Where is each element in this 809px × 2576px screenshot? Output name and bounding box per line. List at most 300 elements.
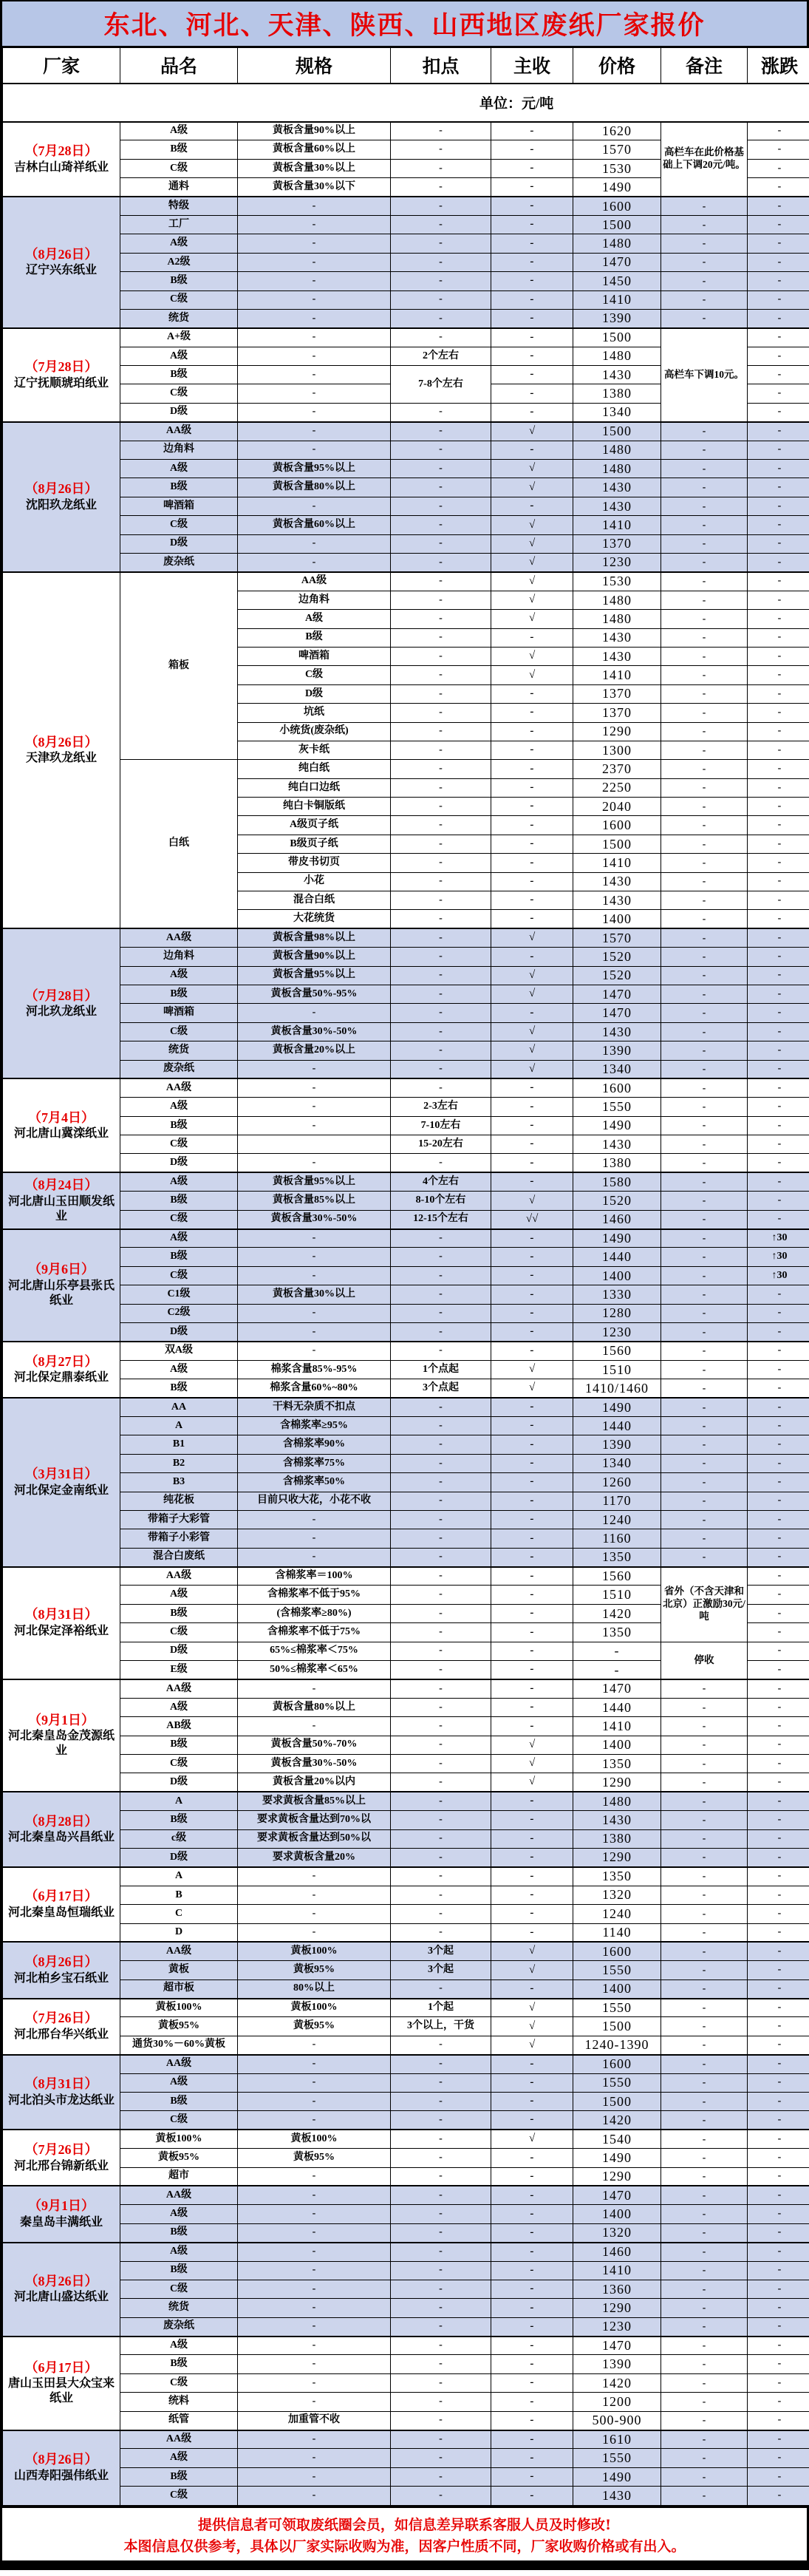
product-cell: A级 (120, 460, 238, 478)
main-collect-cell: - (491, 2223, 573, 2242)
spec-cell: 要求黄板含量达到70%以 (238, 1811, 391, 1829)
item-name-cell: B级页子纸 (238, 835, 391, 853)
spec-cell: - (238, 328, 391, 347)
price-row (3, 1304, 809, 1322)
factory-name: 辽宁抚顺琥珀纸业 (13, 376, 109, 390)
deduction-cell: - (391, 1416, 491, 1435)
remark-cell: - (661, 1548, 748, 1566)
item-name-cell: B级 (238, 628, 391, 647)
price-row (3, 478, 809, 497)
main-collect-cell: - (491, 497, 573, 515)
price-row (3, 1829, 809, 1848)
price-cell: 1430 (573, 872, 661, 891)
change-cell: - (748, 2093, 809, 2111)
factory-name: 河北邢台锦新纸业 (13, 2159, 109, 2172)
remark-cell: - (661, 534, 748, 553)
remark-cell: - (661, 460, 748, 478)
price-row (3, 309, 809, 327)
price-row (3, 553, 809, 571)
main-collect-cell: - (491, 1848, 573, 1866)
deduction-cell: - (391, 1229, 491, 1248)
price-cell: 1430 (573, 497, 661, 515)
deduction-cell: - (391, 478, 491, 497)
item-name-cell: 啤酒箱 (238, 647, 391, 665)
spec-cell: 含棉浆率90% (238, 1435, 391, 1454)
remark-cell: - (661, 1098, 748, 1116)
change-cell: - (748, 891, 809, 910)
main-collect-cell: - (491, 1266, 573, 1285)
deduction-cell: - (391, 1848, 491, 1866)
change-cell: - (748, 985, 809, 1003)
price-row (3, 2467, 809, 2486)
product-cell: 黄板 (120, 1961, 238, 1979)
remark-cell: - (661, 478, 748, 497)
product-cell: 纸管 (120, 2411, 238, 2430)
price-cell: 1400 (573, 910, 661, 928)
price-row (3, 1454, 809, 1472)
remark-cell: - (661, 778, 748, 797)
change-cell: - (748, 666, 809, 684)
price-cell: 1330 (573, 1285, 661, 1304)
price-row (3, 2186, 809, 2204)
deduction-cell: - (391, 1510, 491, 1529)
price-row (3, 1867, 809, 1886)
change-cell: - (748, 1867, 809, 1886)
main-collect-cell: - (491, 2111, 573, 2130)
main-collect-cell: - (491, 628, 573, 647)
col-header-change: 涨跌 (748, 48, 809, 84)
product-cell: B级 (120, 1379, 238, 1398)
price-cell: 1520 (573, 1192, 661, 1210)
deduction-cell: - (391, 253, 491, 271)
spec-cell: - (238, 2205, 391, 2223)
factory-name: 河北唐山乐亭县张氏纸业 (7, 1279, 115, 1308)
remark-cell: - (661, 497, 748, 515)
product-cell: C级 (120, 516, 238, 534)
product-cell: A级 (120, 1098, 238, 1116)
change-cell: - (748, 1285, 809, 1304)
price-row (3, 1379, 809, 1398)
main-collect-cell: - (491, 1886, 573, 1904)
price-row (3, 2280, 809, 2298)
product-cell: A级 (120, 2243, 238, 2261)
product-cell: A级 (120, 234, 238, 253)
factory-name: 河北保定鼎泰纸业 (13, 1371, 109, 1384)
product-cell: AA级 (120, 1679, 238, 1698)
main-collect-cell: - (491, 760, 573, 778)
main-collect-cell: - (491, 1172, 573, 1191)
spec-cell: - (238, 2036, 391, 2054)
main-collect-cell: - (491, 741, 573, 759)
change-cell: - (748, 1022, 809, 1041)
main-collect-cell: - (491, 1923, 573, 1942)
main-collect-cell: - (491, 1454, 573, 1472)
remark-cell: - (661, 1717, 748, 1736)
product-cell: 统货 (120, 309, 238, 327)
price-cell: 2370 (573, 760, 661, 778)
spec-cell: - (238, 1266, 391, 1285)
change-cell: - (748, 215, 809, 234)
main-collect-cell: - (491, 2449, 573, 2467)
deduction-cell: - (391, 422, 491, 441)
product-cell: 混合白废纸 (120, 1548, 238, 1566)
main-collect-cell: √ (491, 516, 573, 534)
price-cell: 1480 (573, 441, 661, 459)
quote-date: （8月26日） (24, 246, 98, 262)
col-header-factory: 厂家 (3, 48, 120, 84)
price-cell: 1600 (573, 1078, 661, 1097)
deduction-cell: 1个点起 (391, 1360, 491, 1379)
product-cell: 废杂纸 (120, 553, 238, 571)
price-cell: 1380 (573, 1829, 661, 1848)
change-cell: - (748, 684, 809, 703)
change-cell: - (748, 2073, 809, 2092)
remark-cell: - (661, 704, 748, 722)
deduction-cell: - (391, 2243, 491, 2261)
remark-cell: - (661, 891, 748, 910)
change-cell: - (748, 872, 809, 891)
quote-date: （7月26日） (24, 2142, 98, 2158)
main-collect-cell: - (491, 441, 573, 459)
factory-name: 唐山玉田县大众宝来纸业 (7, 2377, 115, 2405)
change-cell: - (748, 928, 809, 947)
price-row (3, 1360, 809, 1379)
change-cell: - (748, 2223, 809, 2242)
deduction-cell: - (391, 2149, 491, 2167)
remark-cell: - (661, 1210, 748, 1228)
remark-cell: - (661, 2393, 748, 2411)
price-cell: 1610 (573, 2430, 661, 2449)
price-row (3, 2411, 809, 2430)
spec-cell: - (238, 534, 391, 553)
price-cell: 1510 (573, 1360, 661, 1379)
main-collect-cell: √ (491, 1773, 573, 1792)
product-cell: A级 (120, 2205, 238, 2223)
spec-cell: - (238, 1078, 391, 1097)
price-cell: 1360 (573, 2280, 661, 2298)
spec-cell: (含棉浆率≥80%) (238, 1604, 391, 1622)
main-collect-cell: - (491, 1248, 573, 1266)
product-cell: 边角料 (120, 441, 238, 459)
spec-cell: 黄板含量20%以内 (238, 1773, 391, 1792)
price-cell: 1140 (573, 1923, 661, 1942)
price-row (3, 985, 809, 1003)
product-cell: D级 (120, 1323, 238, 1342)
price-cell: 1480 (573, 591, 661, 609)
product-cell: C (120, 1905, 238, 1923)
price-row (3, 1342, 809, 1360)
factory-cell (3, 328, 120, 422)
spec-cell: 黄板含量95%以上 (238, 1172, 391, 1191)
change-cell: - (748, 2149, 809, 2167)
spec-cell: 50%≤棉浆率＜65% (238, 1661, 391, 1679)
deduction-cell: - (391, 928, 491, 947)
remark-cell: - (661, 2093, 748, 2111)
main-collect-cell: - (491, 1979, 573, 1998)
price-cell: 1230 (573, 553, 661, 571)
quote-date: （7月28日） (24, 143, 98, 158)
remark-cell: - (661, 928, 748, 947)
change-cell: - (748, 1323, 809, 1342)
change-cell: - (748, 1454, 809, 1472)
main-collect-cell: - (491, 1323, 573, 1342)
change-cell: - (748, 2167, 809, 2186)
deduction-cell: - (391, 1323, 491, 1342)
spec-cell: - (238, 2467, 391, 2486)
price-cell: 1290 (573, 2299, 661, 2317)
deduction-cell: 15-20左右 (391, 1135, 491, 1154)
price-row (3, 1736, 809, 1754)
item-name-cell: 小统货(废杂纸) (238, 722, 391, 741)
remark-cell: - (661, 1192, 748, 1210)
change-cell: - (748, 272, 809, 290)
main-collect-cell: √ (491, 1999, 573, 2017)
price-cell: 1490 (573, 1229, 661, 1248)
spec-cell: - (238, 1154, 391, 1172)
main-collect-cell: - (491, 2280, 573, 2298)
spec-cell: 干料无杂质不扣点 (238, 1398, 391, 1416)
remark-cell: - (661, 2355, 748, 2373)
change-cell: - (748, 854, 809, 872)
deduction-cell: - (391, 2055, 491, 2073)
spec-cell: - (238, 2093, 391, 2111)
remark-cell: - (661, 2036, 748, 2054)
product-cell: 通货30%－60%黄板 (120, 2036, 238, 2054)
deduction-cell: - (391, 1679, 491, 1698)
factory-name: 沈阳玖龙纸业 (25, 498, 97, 512)
price-row (3, 2393, 809, 2411)
product-cell: 带箱子小彩管 (120, 1529, 238, 1548)
remark-cell: - (661, 1529, 748, 1548)
product-cell: A级 (120, 1172, 238, 1191)
price-row (3, 1979, 809, 1998)
main-collect-cell: - (491, 1004, 573, 1022)
spec-cell: 黄板含量95%以上 (238, 460, 391, 478)
change-cell: - (748, 1210, 809, 1228)
product-cell: 黄板95% (120, 2017, 238, 2036)
remark-cell: - (661, 1060, 748, 1078)
remark-cell: - (661, 835, 748, 853)
product-cell: 啤酒箱 (120, 1004, 238, 1022)
deduction-cell: - (391, 272, 491, 290)
product-cell: B级 (120, 140, 238, 159)
remark-cell: - (661, 1041, 748, 1060)
item-name-cell: 纯白卡铜版纸 (238, 798, 391, 816)
spec-cell: 要求黄板含量达到50%以 (238, 1829, 391, 1848)
price-row (3, 2055, 809, 2073)
deduction-cell: - (391, 1773, 491, 1792)
price-row (3, 460, 809, 478)
spec-cell: - (238, 1229, 391, 1248)
price-cell: 1410 (573, 666, 661, 684)
price-row (3, 1154, 809, 1172)
remark-cell: - (661, 1248, 748, 1266)
footer-line-2: 本图信息仅供参考，具体以厂家实际收购为准，因客户性质不同，厂家收购价格或有出入。 (123, 2538, 686, 2555)
main-collect-cell: - (491, 816, 573, 835)
product-cell: B级 (120, 1248, 238, 1266)
price-cell: 1510 (573, 1586, 661, 1604)
quote-date: （8月26日） (24, 1954, 98, 1970)
price-cell: 1600 (573, 816, 661, 835)
price-cell: 1470 (573, 2186, 661, 2204)
price-cell: 500-900 (573, 2411, 661, 2430)
change-cell: - (748, 384, 809, 403)
deduction-cell: - (391, 1623, 491, 1642)
spec-cell: 黄板含量80%以上 (238, 478, 391, 497)
price-cell: 1370 (573, 534, 661, 553)
change-cell: - (748, 1567, 809, 1586)
deduction-cell: - (391, 178, 491, 197)
change-cell: - (748, 1829, 809, 1848)
main-collect-cell: - (491, 948, 573, 966)
price-cell: 1410 (573, 290, 661, 309)
spec-cell: - (238, 290, 391, 309)
factory-cell (3, 2055, 120, 2130)
factory-name: 河北邢台华兴纸业 (13, 2028, 109, 2041)
product-cell: 统料 (120, 2393, 238, 2411)
deduction-cell: - (391, 2467, 491, 2486)
factory-name: 辽宁兴东纸业 (25, 264, 97, 277)
price-row (3, 1435, 809, 1454)
remark-cell: - (661, 2430, 748, 2449)
deduction-cell: - (391, 290, 491, 309)
spec-cell: - (238, 1548, 391, 1566)
price-cell: 1470 (573, 1679, 661, 1698)
spec-cell: - (238, 197, 391, 215)
product-cell: A级 (120, 1229, 238, 1248)
remark-cell: - (661, 2411, 748, 2430)
price-row (3, 1416, 809, 1435)
change-cell: - (748, 1548, 809, 1566)
remark-cell: - (661, 760, 748, 778)
deduction-cell: - (391, 628, 491, 647)
deduction-cell: - (391, 872, 491, 891)
change-cell: - (748, 966, 809, 985)
change-cell: - (748, 159, 809, 177)
remark-cell: - (661, 1961, 748, 1979)
spec-cell: 黄板含量95%以上 (238, 966, 391, 985)
spec-cell: 80%以上 (238, 1979, 391, 1998)
change-cell: - (748, 2393, 809, 2411)
change-cell: - (748, 253, 809, 271)
product-cell: A+级 (120, 328, 238, 347)
remark-cell: - (661, 1229, 748, 1248)
price-cell: 1230 (573, 2317, 661, 2336)
price-row (3, 1942, 809, 1960)
product-cell: C级 (120, 290, 238, 309)
spec-cell: - (238, 1304, 391, 1322)
product-cell: A级 (120, 2073, 238, 2092)
product-cell: C级 (120, 2280, 238, 2298)
spec-cell: 黄板95% (238, 1961, 391, 1979)
spec-cell: - (238, 1342, 391, 1360)
change-cell: - (748, 1116, 809, 1135)
price-row (3, 2449, 809, 2467)
price-cell: 1290 (573, 1773, 661, 1792)
price-row (3, 197, 809, 215)
main-collect-cell: - (491, 722, 573, 741)
product-cell: B级 (120, 1192, 238, 1210)
change-cell: - (748, 816, 809, 835)
deduction-cell: - (391, 704, 491, 722)
change-cell: - (748, 798, 809, 816)
main-collect-cell: - (491, 1473, 573, 1492)
factory-cell (3, 2130, 120, 2186)
change-cell: ↑30 (748, 1229, 809, 1248)
main-collect-cell: - (491, 215, 573, 234)
price-row (3, 328, 809, 347)
price-row (3, 1041, 809, 1060)
price-cell: - (573, 1642, 661, 1660)
remark-cell: - (661, 2223, 748, 2242)
deduction-cell: - (391, 1792, 491, 1810)
price-row (3, 1529, 809, 1548)
remark-cell: - (661, 2167, 748, 2186)
main-collect-cell: - (491, 2055, 573, 2073)
remark-cell: - (661, 1679, 748, 1698)
product-cell: B级 (120, 478, 238, 497)
main-collect-cell: - (491, 1792, 573, 1810)
spec-cell: 要求黄板含量85%以上 (238, 1792, 391, 1810)
deduction-cell: - (391, 534, 491, 553)
remark-cell: - (661, 272, 748, 290)
main-collect-cell: - (491, 253, 573, 271)
remark-cell: - (661, 2111, 748, 2130)
factory-cell (3, 928, 120, 1078)
product-cell: A级 (120, 2337, 238, 2355)
change-cell: - (748, 1098, 809, 1116)
product-cell: AA级 (120, 1942, 238, 1960)
change-cell: - (748, 1623, 809, 1642)
header-row (3, 48, 809, 84)
spec-cell: 目前只收大花，小花不收 (238, 1492, 391, 1510)
deduction-cell: - (391, 1548, 491, 1566)
price-cell: 1530 (573, 572, 661, 591)
main-collect-cell: - (491, 2261, 573, 2280)
quote-date: （3月31日） (24, 1467, 98, 1482)
spec-cell: 黄板100% (238, 2130, 391, 2148)
price-cell: 1410 (573, 516, 661, 534)
main-collect-cell: - (491, 1661, 573, 1679)
price-cell: 1460 (573, 2243, 661, 2261)
change-cell: - (748, 948, 809, 966)
change-cell: - (748, 1435, 809, 1454)
remark-cell: - (661, 2243, 748, 2261)
remark-cell: - (661, 1323, 748, 1342)
price-cell: 1340 (573, 1060, 661, 1078)
remark-cell: - (661, 1848, 748, 1866)
remark-cell: - (661, 741, 748, 759)
main-collect-cell: - (491, 2149, 573, 2167)
deduction-cell: - (391, 2036, 491, 2054)
col-header-price: 价格 (573, 48, 661, 84)
price-cell: 1470 (573, 985, 661, 1003)
main-collect-cell: - (491, 1078, 573, 1097)
spec-cell: - (238, 2186, 391, 2204)
price-cell: 1370 (573, 684, 661, 703)
change-cell: - (748, 1942, 809, 1960)
change-cell: - (748, 1154, 809, 1172)
price-row (3, 948, 809, 966)
change-cell: - (748, 647, 809, 665)
remark-cell: - (661, 798, 748, 816)
remark-cell: - (661, 553, 748, 571)
change-cell: - (748, 497, 809, 515)
remark-cell: - (661, 1379, 748, 1398)
product-cell: A级 (120, 1360, 238, 1379)
change-cell: ↑30 (748, 1266, 809, 1285)
spec-cell: - (238, 2223, 391, 2242)
